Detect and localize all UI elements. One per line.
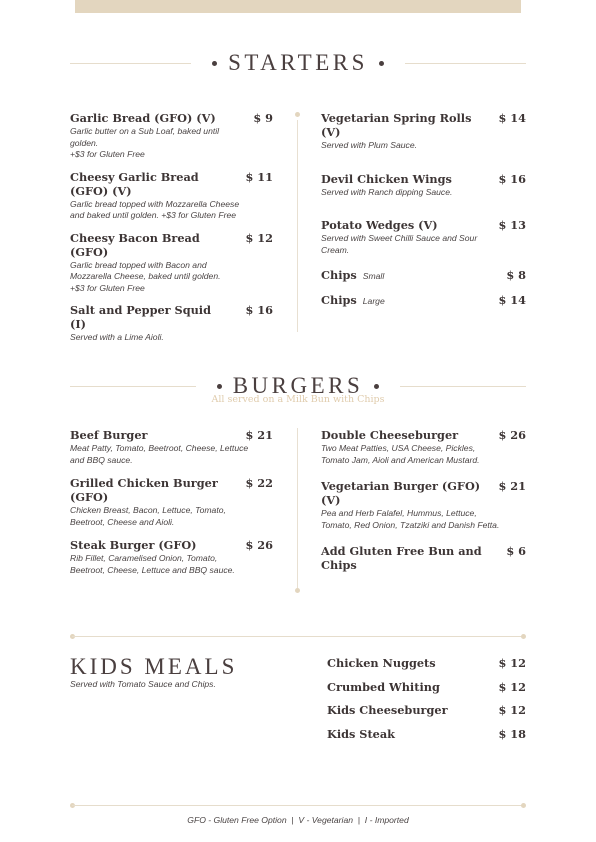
item-name: Crumbed Whiting bbox=[327, 679, 440, 694]
item-size: Large bbox=[362, 296, 385, 306]
section-divider bbox=[72, 805, 524, 806]
item-name: Cheesy Garlic Bread (GFO) (V) bbox=[70, 169, 199, 198]
menu-item bbox=[327, 703, 526, 727]
kids-meals-title: KIDS MEALS bbox=[70, 654, 238, 679]
item-description: Meat Patty, Tomato, Beetroot, Cheese, Lettuce and BBQ sauce. bbox=[70, 443, 249, 465]
item-price: $ 14 bbox=[498, 111, 526, 125]
item-name: Cheesy Bacon Bread (GFO) bbox=[70, 230, 200, 259]
item-name: Double Cheeseburger bbox=[321, 428, 459, 442]
item-price: $ 8 bbox=[506, 268, 526, 282]
menu-item bbox=[327, 680, 526, 704]
column-divider-dot bbox=[295, 112, 300, 117]
item-name: Vegetarian Burger (GFO) (V) bbox=[321, 479, 481, 507]
menu-item bbox=[70, 428, 273, 466]
burgers-title: BURGERS bbox=[232, 373, 364, 398]
kids-meals-list bbox=[327, 656, 526, 750]
item-price: $ 12 bbox=[498, 656, 526, 670]
section-divider bbox=[72, 636, 524, 637]
column-divider-dot bbox=[295, 588, 300, 593]
item-price: $ 12 bbox=[245, 230, 273, 245]
item-price: $ 13 bbox=[498, 218, 526, 232]
divider-dot bbox=[521, 634, 526, 639]
item-name: Chips bbox=[321, 268, 357, 282]
top-banner-bar bbox=[75, 0, 521, 13]
item-name: Beef Burger bbox=[70, 428, 148, 442]
menu-item bbox=[321, 293, 526, 307]
starters-right-column bbox=[321, 111, 526, 307]
item-price: $ 14 bbox=[498, 293, 526, 307]
heading-bullet bbox=[217, 384, 222, 389]
menu-item bbox=[70, 231, 273, 295]
menu-item bbox=[70, 538, 273, 576]
item-price: $ 6 bbox=[506, 544, 526, 558]
item-name: Chips bbox=[321, 293, 357, 307]
starters-title: STARTERS bbox=[228, 50, 368, 75]
item-price: $ 21 bbox=[498, 479, 526, 493]
column-divider bbox=[297, 428, 298, 588]
divider-dot bbox=[521, 803, 526, 808]
menu-item bbox=[327, 656, 526, 680]
item-price: $ 26 bbox=[498, 428, 526, 442]
item-description: Garlic bread topped with Mozzarella Cheese and baked until golden. +$3 for Gluten Free bbox=[70, 198, 240, 220]
item-description: Two Meat Patties, USA Cheese, Pickles, Tomato Jam, Aioli and American Mustard. bbox=[321, 443, 480, 465]
item-size: Small bbox=[362, 271, 385, 281]
item-price: $ 26 bbox=[245, 538, 273, 552]
starters-heading bbox=[70, 50, 526, 76]
menu-item bbox=[321, 172, 526, 199]
item-price: $ 16 bbox=[498, 171, 526, 186]
menu-item bbox=[321, 428, 526, 466]
item-price: $ 18 bbox=[498, 726, 526, 741]
item-name: Kids Steak bbox=[327, 726, 396, 741]
item-name: Devil Chicken Wings bbox=[321, 171, 452, 186]
item-name: Potato Wedges (V) bbox=[321, 218, 438, 232]
item-price: $ 11 bbox=[245, 169, 273, 184]
item-description: Chicken Breast, Bacon, Lettuce, Tomato, Beetroot, Cheese and Aioli. bbox=[70, 505, 226, 527]
item-name: Salt and Pepper Squid (I) bbox=[70, 303, 211, 331]
menu-item bbox=[321, 218, 526, 256]
item-price: $ 12 bbox=[498, 703, 526, 718]
item-name: Vegetarian Spring Rolls (V) bbox=[321, 111, 472, 139]
item-name: Chicken Nuggets bbox=[327, 656, 436, 670]
item-description: Garlic bread topped with Bacon and Mozzarella Cheese, baked until golden. bbox=[70, 259, 221, 281]
item-description: Pea and Herb Falafel, Hummus, Lettuce, Tomato, Red Onion, Tzatziki and Danish Fetta. bbox=[321, 508, 500, 530]
item-name: Add Gluten Free Bun and Chips bbox=[321, 544, 482, 572]
menu-item bbox=[327, 727, 526, 751]
starters-left-column bbox=[70, 111, 273, 344]
item-description: Garlic butter on a Sub Loaf, baked until golden. bbox=[70, 126, 220, 148]
legend-footer: GFO - Gluten Free Option | V - Vegetarian | I - Imported bbox=[187, 815, 409, 825]
heading-bullet bbox=[379, 61, 384, 66]
burgers-right-column bbox=[321, 428, 526, 572]
heading-rule-left bbox=[70, 386, 196, 387]
item-price: $ 22 bbox=[245, 476, 273, 490]
item-description-note: +$3 for Gluten Free bbox=[70, 149, 145, 159]
item-name: Steak Burger (GFO) bbox=[70, 538, 197, 552]
menu-item bbox=[70, 476, 273, 528]
item-price: $ 16 bbox=[245, 303, 273, 317]
item-description: Served with Ranch dipping Sauce. bbox=[321, 186, 453, 197]
item-description: Served with Sweet Chilli Sauce and Sour Cream. bbox=[321, 233, 478, 255]
item-name: Grilled Chicken Burger (GFO) bbox=[70, 476, 218, 504]
item-description: Rib Fillet, Caramelised Onion, Tomato, Beetroot, Cheese, Lettuce and BBQ sauce. bbox=[70, 553, 235, 575]
column-divider bbox=[297, 120, 298, 332]
menu-item bbox=[70, 111, 273, 161]
item-description: Served with a Lime Aioli. bbox=[70, 332, 164, 342]
heading-rule-right bbox=[400, 386, 526, 387]
item-name: Kids Cheeseburger bbox=[327, 703, 448, 718]
menu-item bbox=[321, 544, 526, 572]
heading-rule-right bbox=[405, 63, 526, 64]
item-description: Served with Plum Sauce. bbox=[321, 140, 418, 150]
menu-item bbox=[70, 170, 273, 222]
heading-rule-left bbox=[70, 63, 191, 64]
kids-meals-subtitle: Served with Tomato Sauce and Chips. bbox=[70, 679, 216, 689]
menu-item bbox=[321, 111, 526, 152]
item-price: $ 9 bbox=[253, 111, 273, 125]
item-description-note: +$3 for Gluten Free bbox=[70, 282, 145, 293]
menu-item bbox=[321, 479, 526, 531]
menu-item bbox=[70, 303, 273, 344]
item-price: $ 21 bbox=[245, 428, 273, 442]
burgers-left-column bbox=[70, 428, 273, 576]
burgers-subtitle: All served on a Milk Bun with Chips bbox=[211, 394, 385, 405]
menu-item bbox=[321, 268, 526, 282]
item-price: $ 12 bbox=[498, 679, 526, 694]
heading-bullet bbox=[212, 61, 217, 66]
item-name: Garlic Bread (GFO) (V) bbox=[70, 111, 216, 125]
heading-bullet bbox=[374, 384, 379, 389]
